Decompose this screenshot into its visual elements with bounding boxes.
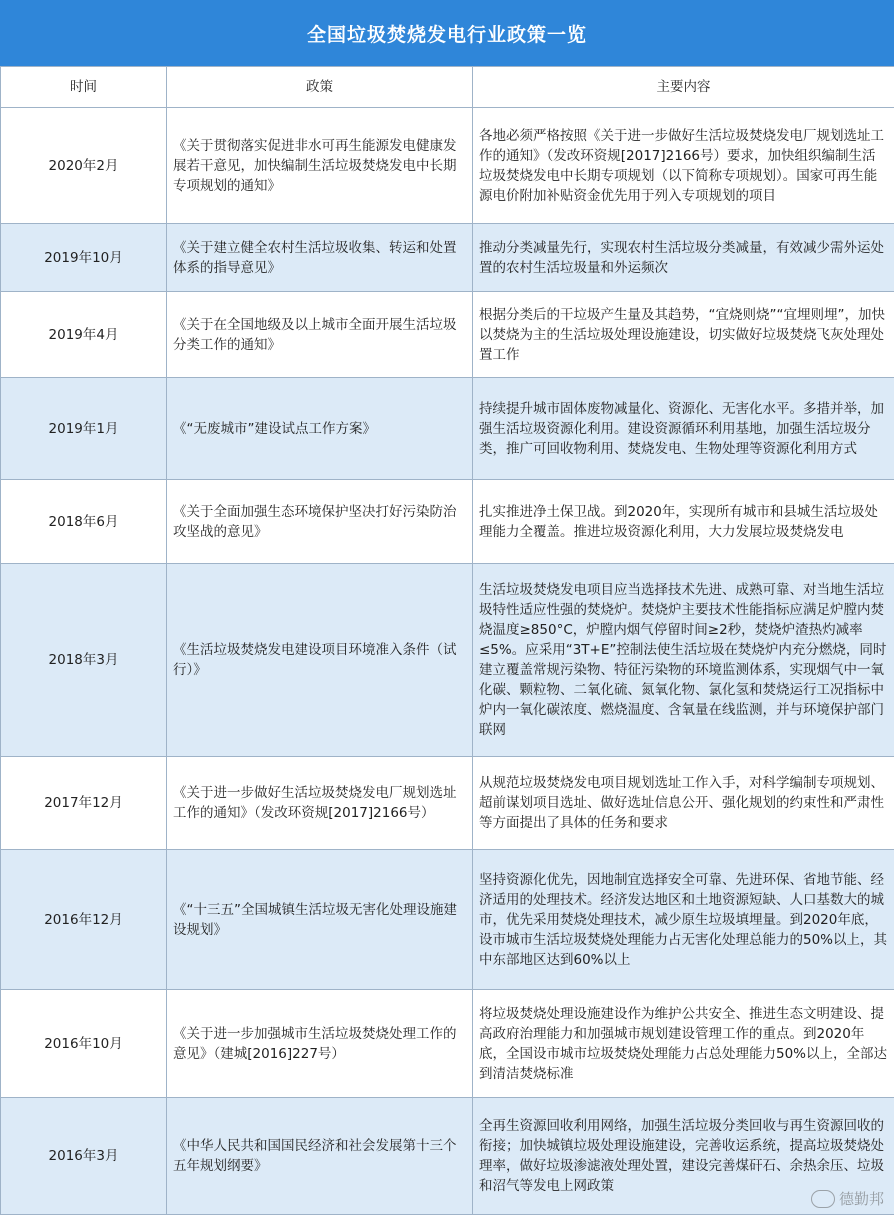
row-content: 扎实推进净土保卫战。到2020年，实现所有城市和县城生活垃圾处理能力全覆盖。推进垃圾资源化利用，大力发展垃圾焚烧发电 <box>473 480 894 564</box>
table-row <box>1 378 894 480</box>
row-policy: 《“无废城市”建设试点工作方案》 <box>167 378 473 480</box>
table-row <box>1 292 894 378</box>
row-time: 2020年2月 <box>1 108 167 224</box>
row-time: 2016年10月 <box>1 990 167 1098</box>
row-content: 全再生资源回收利用网络，加强生活垃圾分类回收与再生资源回收的衔接；加快城镇垃圾处理设施建设，完善收运系统，提高垃圾焚烧处理率，做好垃圾渗滤液处理处置，建设完善煤矸石、余热余压、垃圾和沼气等发电上网政策 <box>473 1098 894 1215</box>
row-time: 2016年3月 <box>1 1098 167 1215</box>
row-time: 2017年12月 <box>1 757 167 850</box>
row-time: 2018年3月 <box>1 564 167 757</box>
row-policy: 《中华人民共和国国民经济和社会发展第十三个五年规划纲要》 <box>167 1098 473 1215</box>
table-row <box>1 108 894 224</box>
row-policy: 《关于进一步加强城市生活垃圾焚烧处理工作的意见》（建城[2016]227号） <box>167 990 473 1098</box>
row-policy: 《关于贯彻落实促进非水可再生能源发电健康发展若干意见，加快编制生活垃圾焚烧发电中长期专项规划的通知》 <box>167 108 473 224</box>
table-row <box>1 564 894 757</box>
row-content: 生活垃圾焚烧发电项目应当选择技术先进、成熟可靠、对当地生活垃圾特性适应性强的焚烧炉。焚烧炉主要技术性能指标应满足炉膛内焚烧温度≥850°C，炉膛内烟气停留时间≥2秒，焚烧炉渣热灼减率≤5%。应采用“3T+E”控制法使生活垃圾在焚烧炉内充分燃烧，同时建立覆盖常规污染物、特征污染物的环境监测体系，实现烟气中一氧化碳、颗粒物、二氧化硫、氮氧化物、氯化氢和焚烧运行工况指标中炉内一氧化碳浓度、燃烧温度、含氧量在线监测，并与环境保护部门联网 <box>473 564 894 757</box>
table-row <box>1 757 894 850</box>
row-content: 各地必须严格按照《关于进一步做好生活垃圾焚烧发电厂规划选址工作的通知》（发改环资规[2017]2166号）要求，加快组织编制生活垃圾焚烧发电中长期专项规划（以下简称专项规划）。国家可再生能源电价附加补贴资金优先用于列入专项规划的项目 <box>473 108 894 224</box>
row-time: 2018年6月 <box>1 480 167 564</box>
row-policy: 《生活垃圾焚烧发电建设项目环境准入条件（试行）》 <box>167 564 473 757</box>
table-row <box>1 850 894 990</box>
row-time: 2016年12月 <box>1 850 167 990</box>
header-policy: 政策 <box>167 67 473 108</box>
row-content: 坚持资源化优先，因地制宜选择安全可靠、先进环保、省地节能、经济适用的处理技术。经济发达地区和土地资源短缺、人口基数大的城市，优先采用焚烧处理技术，减少原生垃圾填埋量。到2020年底，设市城市生活垃圾焚烧处理能力占无害化处理总能力的50%以上，其中东部地区达到60%以上 <box>473 850 894 990</box>
policy-table <box>0 66 894 1215</box>
header-time: 时间 <box>1 67 167 108</box>
watermark <box>811 1188 884 1209</box>
table-header-row <box>1 67 894 108</box>
table-row <box>1 990 894 1098</box>
row-time: 2019年4月 <box>1 292 167 378</box>
row-policy: 《关于进一步做好生活垃圾焚烧发电厂规划选址工作的通知》（发改环资规[2017]2166号） <box>167 757 473 850</box>
row-content: 推动分类减量先行，实现农村生活垃圾分类减量，有效减少需外运处置的农村生活垃圾量和外运频次 <box>473 224 894 292</box>
row-time: 2019年1月 <box>1 378 167 480</box>
wechat-icon <box>811 1190 835 1208</box>
row-policy: 《关于全面加强生态环境保护坚决打好污染防治攻坚战的意见》 <box>167 480 473 564</box>
row-content: 从规范垃圾焚烧发电项目规划选址工作入手，对科学编制专项规划、超前谋划项目选址、做好选址信息公开、强化规划的约束性和严肃性等方面提出了具体的任务和要求 <box>473 757 894 850</box>
table-row <box>1 480 894 564</box>
table-row <box>1 1098 894 1215</box>
row-content: 根据分类后的干垃圾产生量及其趋势，“宜烧则烧”“宜埋则埋”，加快以焚烧为主的生活垃圾处理设施建设，切实做好垃圾焚烧飞灰处理处置工作 <box>473 292 894 378</box>
page-title: 全国垃圾焚烧发电行业政策一览 <box>0 0 894 66</box>
row-time: 2019年10月 <box>1 224 167 292</box>
row-policy: 《“十三五”全国城镇生活垃圾无害化处理设施建设规划》 <box>167 850 473 990</box>
watermark-text: 德勤邦 <box>839 1188 884 1209</box>
header-content: 主要内容 <box>473 67 894 108</box>
row-content: 持续提升城市固体废物减量化、资源化、无害化水平。多措并举，加强生活垃圾资源化利用。建设资源循环利用基地，加强生活垃圾分类，推广可回收物利用、焚烧发电、生物处理等资源化利用方式 <box>473 378 894 480</box>
table-row <box>1 224 894 292</box>
row-content: 将垃圾焚烧处理设施建设作为维护公共安全、推进生态文明建设、提高政府治理能力和加强城市规划建设管理工作的重点。到2020年底，全国设市城市垃圾焚烧处理能力占总处理能力50%以上，全部达到清洁焚烧标准 <box>473 990 894 1098</box>
row-policy: 《关于在全国地级及以上城市全面开展生活垃圾分类工作的通知》 <box>167 292 473 378</box>
row-policy: 《关于建立健全农村生活垃圾收集、转运和处置体系的指导意见》 <box>167 224 473 292</box>
